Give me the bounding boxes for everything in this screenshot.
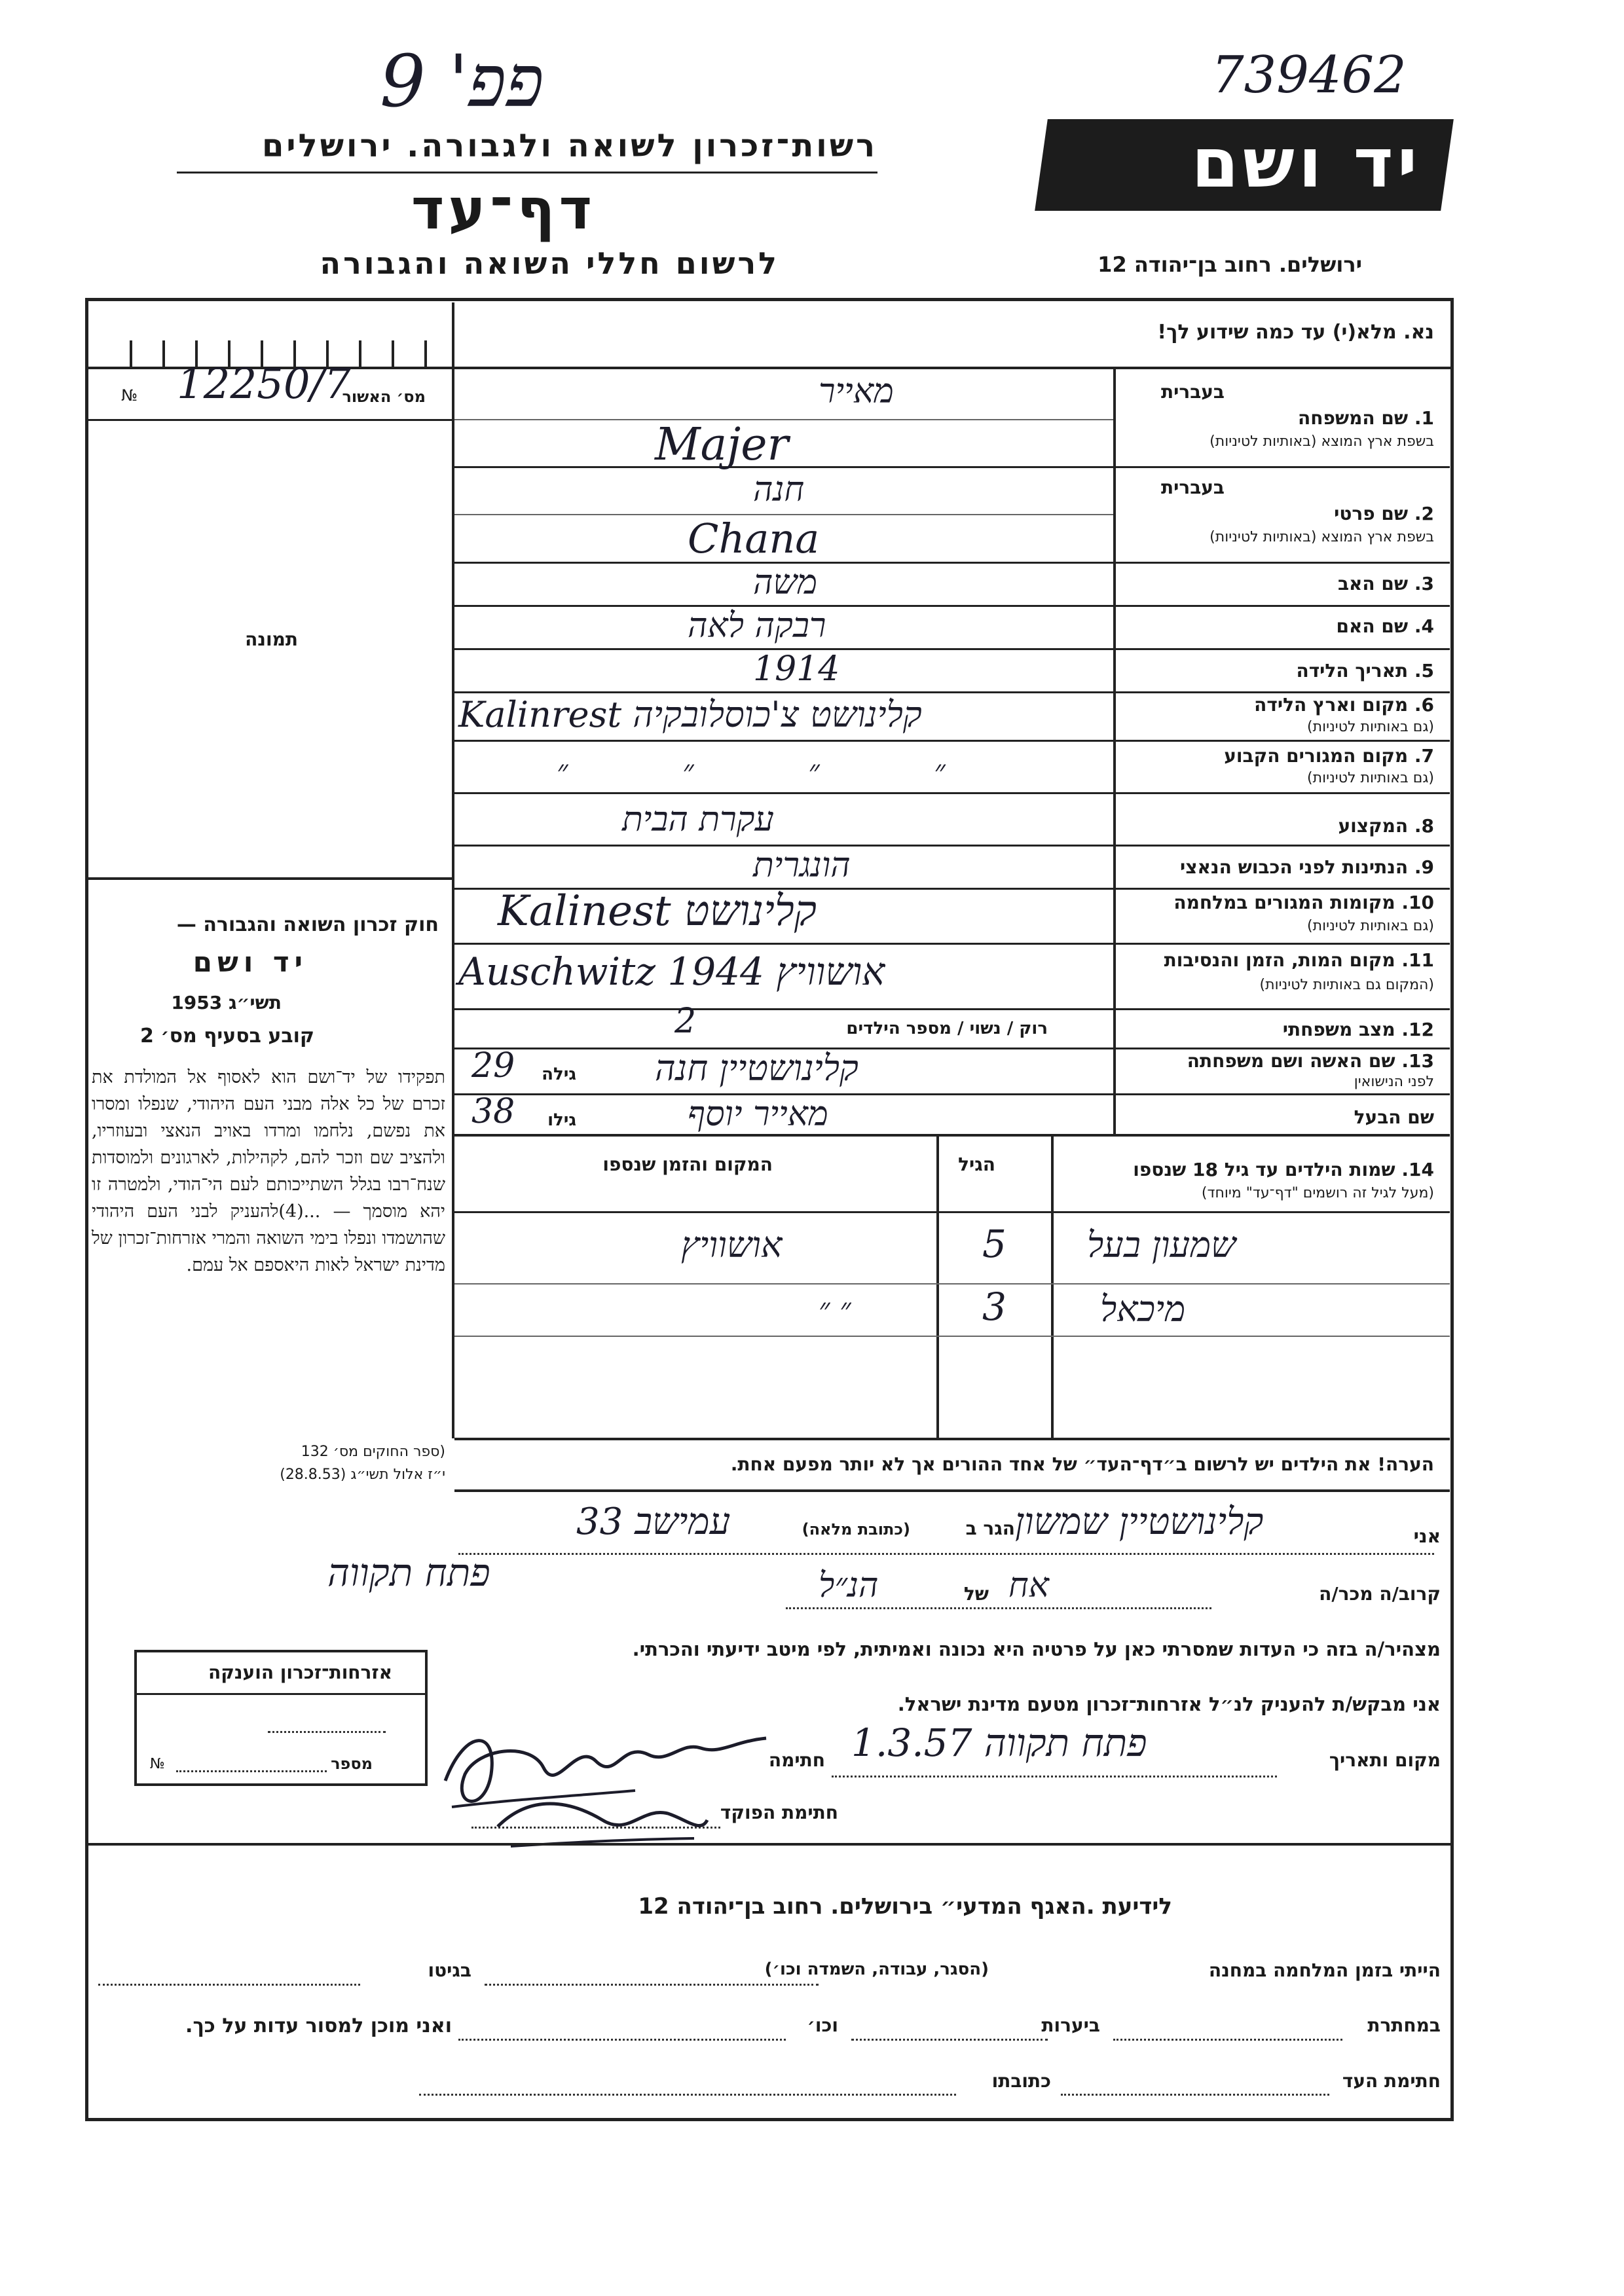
children-header-divider	[454, 1211, 1450, 1213]
row-divider	[454, 1093, 1450, 1095]
child-2-name: מיכאל	[1100, 1288, 1186, 1330]
photo-divider	[85, 877, 453, 880]
law-ref-1: (ספר החוקים מס׳ 132	[301, 1444, 445, 1460]
field-10-label	[1173, 892, 1434, 913]
field-10-number: 10.	[1401, 892, 1434, 913]
form-subtitle: לרשום חללי השואה והגבורה	[320, 246, 779, 281]
husband-age-label: גילו	[547, 1110, 576, 1130]
field-3-value: משה	[753, 563, 818, 602]
field-12-number: 12.	[1401, 1019, 1434, 1040]
field-5-value: 1914	[753, 649, 840, 689]
children-note: (מעל לגיל זה רושמים "דף־עד" מיוחד)	[1201, 1185, 1434, 1201]
footer-line2-d: ואני מוכן למסור עדות על כך.	[185, 2014, 452, 2037]
field-1-label	[1298, 407, 1434, 429]
field-1-lang: בעברית	[1160, 381, 1225, 403]
children-row-divider	[454, 1336, 1450, 1337]
declaration-text: מצהיר/ה בזה כי העדות שמסרתי כאן על פרטיה היא נכונה ואמיתית, לפי מיטב ידיעתי והכרתי.	[632, 1638, 1441, 1660]
row-divider	[454, 792, 1450, 794]
field-13-value: קלינושטיין חנה	[655, 1048, 858, 1089]
child-1-name: שמעון בעל	[1087, 1224, 1236, 1266]
declarant-name: קלינושטיין שמשון	[1015, 1501, 1264, 1543]
field-13-age: 29	[471, 1046, 515, 1085]
dotted-line	[485, 1984, 819, 1986]
field-6-label	[1254, 694, 1434, 716]
field-8-value: עקרת הבית	[622, 800, 774, 839]
field-1-number: 1.	[1414, 407, 1434, 429]
row-divider	[454, 740, 1450, 742]
field-1-latin-value: Majer	[655, 419, 788, 471]
field-4-text: שם האם	[1336, 615, 1409, 637]
row-divider	[454, 1048, 1450, 1049]
law-body: תפקידו של יד־ושם הוא לאסוף אל המולדת את זכרם של כל אלה מבני העם היהודי, שנפלו ומסרו את נפשם, נלחמו ומרדו באויב הנאצי ובעוזריו, ולהציב שם וזכר להם, לקהילות, לארגונים ולמוסדות שנח־רבו בגלל השתייכותם לעם הי־הודי, ולמטרה זו יהא מוסמך — ...(4)להעניק לבני העם היהודי שהושמדו ונפלו בימי השואה והמרי אזרחות־זכרון של מדינת ישראל לאות היאספם אל עמם.	[92, 1067, 445, 1275]
left-column-divider	[452, 302, 454, 1438]
authority-name: רשות־זכרון לשואה ולגבורה. ירושלים	[261, 128, 877, 164]
yad-vashem-logo	[1035, 119, 1454, 211]
cert-divider	[85, 419, 453, 421]
field-2-sub: בשפת ארץ המוצא (באותיות לטיניות)	[1209, 529, 1434, 545]
declarant-city: פתח תקווה	[327, 1550, 490, 1595]
dotted-line	[176, 1770, 327, 1772]
field-8-label	[1338, 815, 1434, 837]
relation-value: אח	[1008, 1566, 1049, 1605]
law-line2: יד ושם	[193, 946, 308, 978]
memorial-number-label: מספר	[331, 1755, 373, 1773]
field-9-value: הונגרית	[753, 846, 851, 885]
field-8-number: 8.	[1414, 815, 1434, 837]
request-text: אני מבקש/ת להעניק לנ״ל אזרחות־זכרון מטעם מדינת ישראל.	[897, 1693, 1441, 1715]
row-divider	[454, 466, 1450, 468]
law-line1: חוק זכרון השואה והגבורה —	[176, 913, 439, 936]
declarant-address-label: (כתובת מלאה)	[802, 1520, 910, 1539]
header-address: ירושלים. רחוב בן־יהודה 12	[1098, 252, 1362, 277]
field-8-text: המקצוע	[1338, 815, 1409, 837]
footer-line1-b: (הסגר, עבודה, השמדה וכו׳)	[764, 1959, 989, 1979]
field-12-label	[1283, 1019, 1434, 1040]
field-5-label	[1296, 660, 1434, 682]
husband-age: 38	[471, 1092, 515, 1131]
memorial-no-mark: №	[150, 1756, 165, 1772]
child-1-place: אושוויץ	[681, 1224, 783, 1266]
dotted-line	[851, 2039, 1048, 2041]
relative-label: קרוב/ה מכר/ה	[1319, 1583, 1441, 1605]
declarant-address: עמישב 33	[576, 1501, 731, 1543]
field-6-value: קלינושט צ'כוסלובקיה Kalinrest	[458, 694, 922, 735]
field-13-text: שם האשה ושם משפחתה	[1187, 1050, 1395, 1072]
dotted-line	[98, 1984, 360, 1986]
photo-label: תמונה	[245, 629, 298, 650]
row-divider	[454, 562, 1450, 564]
dotted-line	[458, 2039, 786, 2041]
officer-label: חתימת הפוקד	[720, 1802, 838, 1823]
footer-line1-c: בגיטו	[428, 1959, 471, 1981]
field-11-sub: (המקום גם באותיות לטיניות)	[1259, 977, 1434, 993]
dotted-line	[458, 1553, 1434, 1555]
row-divider	[454, 1134, 1450, 1137]
field-4-number: 4.	[1414, 615, 1434, 637]
footer-title: לידיעת .האגף המדעי״ בירושלים. רחוב בן־יהודה 12	[638, 1893, 1172, 1920]
of-label: של	[963, 1583, 989, 1605]
signature-label: חתימה	[768, 1749, 825, 1771]
field-12-value-label: רוק / נשוי / מספר הילדים	[846, 1019, 1048, 1038]
children-col-place: המקום והזמן שנספו	[602, 1154, 773, 1175]
logo-text: יד ושם	[1191, 123, 1422, 203]
field-12-text: מצב משפחתי	[1282, 1019, 1395, 1040]
form-title: דף־עד	[411, 177, 596, 242]
children-col-divider	[1051, 1137, 1054, 1438]
field-2-latin-value: Chana	[688, 515, 820, 562]
field-10-value: קלינושט Kalinest	[498, 887, 817, 936]
field-11-value: אושוויץ 1944 Auschwitz	[458, 949, 885, 994]
archive-number-handwritten: 739462	[1211, 46, 1407, 105]
cert-number: 12250/7	[177, 360, 351, 409]
field-6-number: 6.	[1414, 694, 1434, 716]
field-7-label	[1224, 745, 1434, 767]
row-divider	[454, 648, 1450, 650]
row-divider	[454, 1008, 1450, 1010]
field-2-label	[1334, 503, 1434, 524]
field-2-lang: בעברית	[1160, 477, 1225, 498]
field-11-number: 11.	[1401, 949, 1434, 971]
footer-divider	[85, 1843, 1450, 1846]
declarant-resides-label: הגר ב	[965, 1518, 1015, 1539]
cert-no-mark: №	[121, 386, 138, 405]
field-10-sub: (גם באותיות לטיניות)	[1307, 918, 1434, 934]
field-13-label	[1187, 1050, 1434, 1072]
footer-line3-a: חתימת העד	[1342, 2070, 1441, 2092]
field-2-number: 2.	[1414, 503, 1434, 524]
field-4-label	[1337, 615, 1434, 637]
row-divider	[454, 605, 1450, 607]
field-13-age-label: גילה	[542, 1065, 576, 1084]
field-7-number: 7.	[1414, 745, 1434, 767]
row-divider	[454, 845, 1450, 847]
children-number: 14.	[1401, 1159, 1434, 1180]
footer-line1-a: הייתי בזמן המלחמה במחנה	[1208, 1959, 1441, 1981]
law-ref-2: י״ז אלול תשי״ג (28.8.53)	[280, 1467, 445, 1483]
field-9-text: הנתינות לפני הכבוש הנאצי	[1180, 856, 1409, 878]
field-9-number: 9.	[1414, 856, 1434, 878]
field-11-label	[1164, 949, 1434, 971]
footer-line2-a: במחתרת	[1367, 2014, 1441, 2036]
field-1-text: שם המשפחה	[1298, 407, 1409, 429]
field-4-value: רבקה לאה	[688, 606, 826, 646]
field-3-label	[1338, 573, 1434, 594]
field-2-heb-value: חנה	[753, 470, 805, 509]
place-date-label: מקום ותאריך	[1329, 1749, 1441, 1771]
memorial-title-divider	[137, 1693, 425, 1695]
place-date-value: פתח תקווה 1.3.57	[851, 1721, 1147, 1765]
children-row-divider	[454, 1283, 1450, 1285]
husband-label: שם הבעל	[1354, 1106, 1434, 1128]
page-mark-handwritten: פפ' 9	[380, 39, 544, 123]
row-divider	[454, 691, 1450, 693]
field-5-text: תאריך הלידה	[1296, 660, 1409, 682]
memorial-box	[134, 1650, 428, 1786]
field-7-sub: (גם באותיות לטיניות)	[1307, 770, 1434, 786]
field-1-sub: בשפת ארץ המוצא (באותיות לטיניות)	[1209, 433, 1434, 450]
dotted-line	[832, 1776, 1277, 1777]
law-line3: תשי״ג 1953	[171, 992, 282, 1013]
field-3-text: שם האב	[1337, 573, 1409, 594]
remark-divider	[454, 1489, 1450, 1492]
remark: הערה! את הילדים יש לרשום ב״דף־העד״ של אחד ההורים אך לא יותר מפעם אחת.	[730, 1453, 1434, 1475]
footer-line3-b: כתובתו	[991, 2070, 1051, 2092]
children-bottom-divider	[454, 1438, 1450, 1440]
field-2-text: שם פרטי	[1334, 503, 1409, 524]
dotted-line	[786, 1607, 1211, 1609]
tick-marks	[92, 314, 445, 367]
child-1-age: 5	[982, 1222, 1006, 1266]
field-1-heb-value: מאייר	[819, 372, 894, 411]
memorial-title: אזרחות־זכרון הוענקה	[208, 1662, 392, 1683]
field-9-label	[1180, 856, 1434, 878]
field-12-value: 2	[674, 1002, 697, 1041]
field-10-text: מקומות המגורים במלחמה	[1173, 892, 1395, 913]
child-2-age: 3	[982, 1285, 1006, 1329]
field-11-text: מקום המות, הזמן והנסיבות	[1164, 949, 1395, 971]
of-value: הנ״ל	[819, 1566, 879, 1605]
law-line4: קובע בסעיף מס׳ 2	[139, 1025, 314, 1048]
footer-line2-b: ביערות	[1041, 2014, 1100, 2036]
dotted-line	[1113, 2039, 1342, 2041]
declarant-i-label: אני	[1413, 1525, 1441, 1547]
officer-signature	[471, 1781, 720, 1859]
field-5-number: 5.	[1414, 660, 1434, 682]
dotted-line	[268, 1731, 386, 1733]
footer-line2-c: וכו׳	[807, 2014, 838, 2036]
field-6-text: מקום וארץ הלידה	[1254, 694, 1409, 716]
field-7-text: מקום המגורים הקבוע	[1224, 745, 1409, 767]
dotted-line	[419, 2094, 956, 2096]
children-title-text: שמות הילדים עד גיל 18 שנספו	[1133, 1159, 1395, 1180]
field-3-number: 3.	[1414, 573, 1434, 594]
children-col-divider	[936, 1137, 939, 1438]
children-col-age: הגיל	[958, 1154, 995, 1175]
field-7-value: ״ ״ ״ ״	[557, 753, 946, 788]
field-13-number: 13.	[1401, 1050, 1434, 1072]
top-instruction: נא. מלא(י) עד כמה שידוע לך!	[1157, 321, 1434, 344]
label-column-divider	[1113, 368, 1116, 1134]
cert-label: מס׳ האשור	[342, 388, 426, 406]
children-title	[1133, 1159, 1434, 1180]
row-divider	[454, 943, 1450, 945]
field-6-sub: (גם באותיות לטיניות)	[1307, 719, 1434, 735]
field-13-sub: לפני הנישואין	[1354, 1074, 1434, 1090]
dotted-line	[1061, 2094, 1329, 2096]
husband-value: מאייר יוסף	[688, 1095, 828, 1134]
child-2-place: ״ ״	[819, 1291, 851, 1326]
authority-underline	[177, 172, 877, 173]
